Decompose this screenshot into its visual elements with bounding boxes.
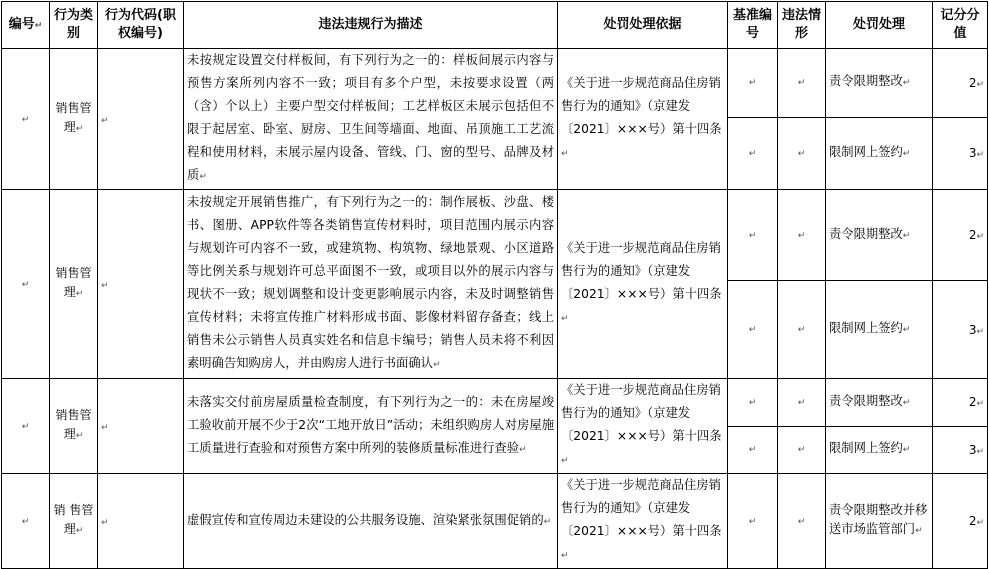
cell-code: ↵ xyxy=(98,474,184,569)
cell-basis: 《关于进一步规范商品住房销售行为的通知》（京建发〔2021〕×××号）第十四条↵ xyxy=(558,190,728,379)
header-severity: 违法情形 xyxy=(778,2,826,49)
table-row xyxy=(2,49,988,118)
cell-score: 2↵ xyxy=(933,49,988,118)
cell-category: 销售管理↵ xyxy=(50,190,98,379)
cell-code: ↵ xyxy=(98,190,184,379)
cell-base-no: ↵ xyxy=(728,426,778,474)
cell-basis: 《关于进一步规范商品住房销售行为的通知》（京建发〔2021〕×××号）第十四条↵ xyxy=(558,379,728,474)
cell-desc: 未按规定开展销售推广，有下列行为之一的：制作展板、沙盘、楼书、图册、APP软件等各类销售宣传材料时，项目范围内展示内容与规划许可内容不一致，或建筑物、构筑物、绿地景观、小区道路等比例关系与规划许可总平面图不一致，或项目以外的展示内容与现状不一致；规划调整和设计变更影响展示内容，未及时调整销售宣传材料；未将宣传推广材料形成书面、影像材料留存备查；线上销售未公示销售人员真实姓名和信息卡编号；销售人员未将不利因素明确告知购房人，并由购房人进行书面确认↵ xyxy=(184,190,558,379)
cell-category: 销售管理↵ xyxy=(50,49,98,190)
header-no: 编号↵ xyxy=(2,2,50,49)
header-score: 记分分值 xyxy=(933,2,988,49)
regulation-table xyxy=(1,1,988,569)
cell-severity: ↵ xyxy=(778,117,826,189)
cell-penalty: 责令限期整改↵ xyxy=(826,190,933,281)
cell-score: 2↵ xyxy=(933,190,988,281)
cell-score: 2↵ xyxy=(933,379,988,427)
cell-desc: 未落实交付前房屋质量检查制度，有下列行为之一的：未在房屋竣工验收前开展不少于2次“工地开放日”活动；未组织购房人对房屋施工质量进行查验和对预售方案中所列的装修质量标准进行查验↵ xyxy=(184,379,558,474)
table-row xyxy=(2,474,988,569)
header-category: 行为类别 xyxy=(50,2,98,49)
cell-penalty: 责令限期整改并移送市场监管部门↵ xyxy=(826,474,933,569)
cell-score: 2↵ xyxy=(933,474,988,569)
cell-severity: ↵ xyxy=(778,190,826,281)
cell-score: 3↵ xyxy=(933,281,988,379)
cell-base-no: ↵ xyxy=(728,190,778,281)
table-row xyxy=(2,190,988,281)
header-base-no: 基准编号 xyxy=(728,2,778,49)
cell-base-no: ↵ xyxy=(728,117,778,189)
table-row xyxy=(2,379,988,427)
cell-penalty: 责令限期整改↵ xyxy=(826,49,933,118)
cell-score: 3↵ xyxy=(933,426,988,474)
cell-score: 3↵ xyxy=(933,117,988,189)
cell-code: ↵ xyxy=(98,379,184,474)
cell-no: ↵ xyxy=(2,190,50,379)
header-basis: 处罚处理依据 xyxy=(558,2,728,49)
cell-code: ↵ xyxy=(98,49,184,190)
cell-severity: ↵ xyxy=(778,281,826,379)
cell-base-no: ↵ xyxy=(728,281,778,379)
header-code: 行为代码(职权编号) xyxy=(98,2,184,49)
cell-base-no: ↵ xyxy=(728,379,778,427)
cell-no: ↵ xyxy=(2,474,50,569)
cell-basis: 《关于进一步规范商品住房销售行为的通知》（京建发〔2021〕×××号）第十四条↵ xyxy=(558,49,728,190)
cell-category: 销售管理↵ xyxy=(50,379,98,474)
cell-base-no: ↵ xyxy=(728,474,778,569)
cell-penalty: 限制网上签约↵ xyxy=(826,426,933,474)
cell-base-no: ↵ xyxy=(728,49,778,118)
cell-severity: ↵ xyxy=(778,49,826,118)
cell-penalty: 限制网上签约↵ xyxy=(826,117,933,189)
cell-no: ↵ xyxy=(2,379,50,474)
cell-severity: ↵ xyxy=(778,474,826,569)
cell-desc: 未按规定设置交付样板间，有下列行为之一的：样板间展示内容与预售方案所列内容不一致；项目有多个户型，未按要求设置（两（含）个以上）主要户型交付样板间；工艺样板区未展示包括但不限于起居室、卧室、厨房、卫生间等墙面、地面、吊顶施工工艺流程和使用材料，未展示屋内设备、管线、门、窗的型号、品牌及材质↵ xyxy=(184,49,558,190)
cell-category: 销 售管理↵ xyxy=(50,474,98,569)
cell-no: ↵ xyxy=(2,49,50,190)
cell-penalty: 责令限期整改↵ xyxy=(826,379,933,427)
header-penalty: 处罚处理 xyxy=(826,2,933,49)
cell-severity: ↵ xyxy=(778,426,826,474)
header-desc: 违法违规行为描述 xyxy=(184,2,558,49)
header-row xyxy=(2,2,988,49)
cell-penalty: 限制网上签约↵ xyxy=(826,281,933,379)
cell-desc: 虚假宣传和宣传周边未建设的公共服务设施、渲染紧张氛围促销的↵ xyxy=(184,474,558,569)
cell-basis: 《关于进一步规范商品住房销售行为的通知》（京建发〔2021〕×××号）第十四条↵ xyxy=(558,474,728,569)
cell-severity: ↵ xyxy=(778,379,826,427)
